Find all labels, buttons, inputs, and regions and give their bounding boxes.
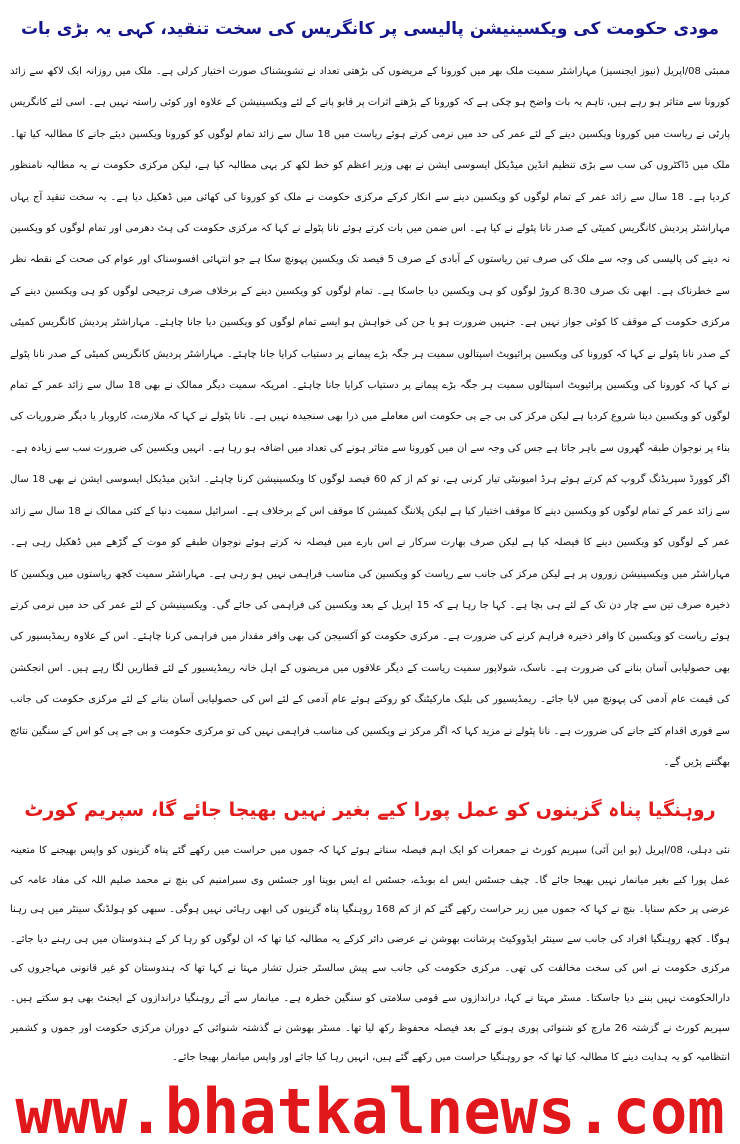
footer-website-url: www.bhatkalnews.com (15, 1082, 725, 1142)
article-congress-vaccination: ممبئی 08/اپریل (نیوز ایجنسیز) مہاراشٹر سمیت ملک بھر میں کورونا کے مریضوں کی بڑھتی تعداد نے تشویشناک صورت اختیار کرلی ہے۔ ملک میں روزانہ ایک لاکھ سے زائد کورونا سے متاثر ہو رہے ہیں، تاہم یہ بات واضح ہو چکی ہے کہ کورونا کے بڑھتے اثرات پر قابو پانے کے لئے ویکسینیشن کے علاوہ اور کوئی راستہ نہیں ہے۔ اسی لئے کانگریس پارٹی نے ریاست میں کورونا ویکسین دینے کے لئے عمر کی حد میں نرمی کرتے ہوئے ریاست میں 18 سال سے زائد تمام لوگوں کو کورونا ویکسین دیئے جانے کا مطالبہ کیا تھا۔ ملک میں ڈاکٹروں کی سب سے بڑی تنظیم انڈین میڈیکل ایسوسی ایشن نے بھی وزیر اعظم کو خط لکھ کر یہی مطالبہ کیا ہے، لیکن مرکزی حکومت نے یہ مطالبہ نامنظور کردیا ہے۔ 18 سال سے زائد عمر کے تمام لوگوں کو ویکسین دینے سے انکار کرکے مرکزی حکومت نے ملک کو کورونا کی کھائی میں ڈھکیل دیا ہے۔ یہ سخت تنقید آج یہاں مہاراشٹر پردیش کانگریس کمیٹی کے صدر نانا پٹولے نے کیا ہے۔ اس ضمن میں بات کرتے ہوئے نانا پٹولے نے کہا کہ مرکزی حکومت کی ہٹ دھرمی اور تمام لوگوں کو ویکسین نہ دینے کی پالیسی کی وجہ سے ملک کی صرف تین ریاستوں کے آبادی کے صرف 5 فیصد تک ویکسین پہونچ سکا ہے جو انتہائی افسوسناک اور عوام کی صحت کے نقطہ نظر سے خطرناک ہے۔ ابھی تک صرف 8.30 کروڑ لوگوں کو ہی ویکسین دیا جاسکا ہے۔ تمام لوگوں کو ویکسین دینے کے برخلاف صرف ترجیحی لوگوں کو ہی ویکسین دینے کے مرکزی حکومت کے موقف کا کوئی جواز نہیں ہے۔ جنہیں ضرورت ہو یا جن کی خواہش ہو ایسے تمام لوگوں کو ویکسین دیا جانا چاہئے۔ مہاراشٹر پردیش کانگریس کمیٹی کے صدر نانا پٹولے نے کہا کہ کورونا کی ویکسین پرائیویٹ اسپتالوں سمیت ہر جگہ بڑے پیمانے پر دستیاب کرایا جانا چاہئے۔ مہاراشٹر پردیش کانگریس کمیٹی کے صدر نانا پٹولے نے کہا کہ کورونا کی ویکسین پرائیویٹ اسپتالوں سمیت ہر جگہ بڑے پیمانے پر دستیاب کرایا جانا چاہئے۔ امریکہ سمیت دیگر ممالک نے بھی 18 سال سے زائد عمر کے تمام لوگوں کو ویکسین دینا شروع کردیا ہے لیکن مرکز کی بی جے پی حکومت اس معاملے میں ذرا بھی سنجیدہ نہیں ہے۔ نانا پٹولے نے کہا کہ ملازمت، کاروبار یا دیگر ضروریات کی بناء پر نوجوان طبقہ گھروں سے باہر جاتا ہے جس کی وجہ سے ان میں کورونا سے متاثر ہونے کی تعداد میں اضافہ ہو رہا ہے۔ انہیں ویکسین کی ضرورت سب سے زیادہ ہے۔ اگر کوورڈ سپریڈنگ گروپ کم کرتے ہوئے ہرڈ امیونیٹی تیار کرنی ہے، تو کم از کم 60 فیصد لوگوں کا ویکسینیشن کرنا چاہئے۔ انڈین میڈیکل ایسوسی ایشن نے بھی 18 سال سے زائد عمر کے تمام لوگوں کو ویکسین دینے کا موقف اختیار کیا ہے لیکن پلاننگ کمیشن کا موقف اس کے برخلاف ہے۔ اسرائیل سمیت دنیا کے کئی ممالک نے 18 سال سے زائد عمر کے لوگوں کو ویکسین دینے کا فیصلہ کیا ہے لیکن صرف بھارت سرکار نے اس بارے میں فیصلہ نہ کرتے ہوئے نوجوان طبقے کو موت کے گڑھے میں ڈھکیل رہی ہے۔ مہاراشٹر میں ویکسینیشن زوروں پر ہے لیکن مرکز کی جانب سے ریاست کو ویکسین کی مناسب فراہمی نہیں ہو رہی ہے۔ مہاراشٹر سمیت کچھ ریاستوں میں ویکسین کا ذخیرہ صرف تین سے چار دن تک کے لئے ہی بچا ہے۔ کہا جا رہا ہے کہ 15 اپریل کے بعد ویکسین کی فراہمی کی جائے گی۔ ویکسینیشن کے لئے عمر کی حد میں نرمی کرتے ہوئے ریاست کو ویکسین کا وافر ذخیرہ فراہم کرنے کی ضرورت ہے۔ مرکزی حکومت کو آکسیجن کی بھی وافر مقدار میں فراہمی کرنا چاہئے۔ اس کے علاوہ ریمڈیسیور کی بھی حصولیابی آسان بنانے کی ضرورت ہے۔ ناسک، شولاپور سمیت ریاست کے دیگر علاقوں میں مریضوں کے اہل خانہ ریمڈیسیور کے لئے قطاریں لگا رہے ہیں۔ اس انجکشن کی قیمت عام آدمی کی پہونچ میں لایا جائے۔ ریمڈیسیور کی بلیک مارکیٹنگ کو روکتے ہوئے عام آدمی کے لئے اس کی حصولیابی آسان بنانے کے لئے مرکزی حکومت کی جانب سے فوری اقدام کئے جانے کی ضرورت ہے۔ نانا پٹولے نے مزید کہا کہ اگر مرکز نے ویکسین کی مناسب فراہمی نہیں کی تو مرکزی حکومت و بی جے پی کو اس کے سنگین نتائج بھگتنے پڑیں گے۔ (10, 66, 730, 768)
headline-congress-vaccination: مودی حکومت کی ویکسینیشن پالیسی پر کانگریس کی سخت تنقید، کہی یہ بڑی بات (20, 19, 720, 39)
article-rohingya-supreme-court: نئی دہلی، 08/اپریل (یو این آئی) سپریم کورٹ نے جمعرات کو ایک اہم فیصلہ سناتے ہوئے کہا کہ جموں میں حراست میں رکھے گئے پناہ گزینوں کو واپس بھیجنے کا متعینہ عمل پورا کیے بغیر میانمار نہیں بھیجا جائے گا۔ چیف جسٹس ایس اے بوبڈے، جسٹس اے ایس بوپنا اور جسٹس وی سبرامنیم کی بنچ نے محمد صلیم اللہ کی مفاد عامہ کی عرضی پر حکم سنایا۔ بنچ نے کہا کہ جموں میں زیر حراست رکھے گئے کم از کم 168 روہنگیا پناہ گزینوں کی ابھی رہائی نہیں ہوگی۔ سبھی کو ہولڈنگ سینٹر میں ہی رہنا ہوگا۔ کچھ روہنگیا افراد کی جانب سے سینئر ایڈووکیٹ پرشانت بھوشن نے عرضی دائر کرکے یہ مطالبہ کیا تھا کہ ان لوگوں کو رہا کر کے ہندوستان میں ہی رہنے دیا جائے۔ مرکزی حکومت نے اس کی سخت مخالفت کی تھی۔ مرکزی حکومت کی جانب سے پیش سالسٹر جنرل تشار مہتا نے کہا تھا کہ ہندوستان کو غیر قانونی مہاجروں کی دارالحکومت نہیں بننے دیا جاسکتا۔ مسٹر مہتا نے کہا، دراندازوں سے قومی سلامتی کو سنگین خطرہ ہے۔ میانمار سے آئے روہنگیا دراندازوں کے ایجنٹ بھی ہو سکتے ہیں۔ سپریم کورٹ نے گزشتہ 26 مارچ کو شنوائی پوری ہونے کے بعد فیصلہ محفوظ رکھ لیا تھا۔ مسٹر بھوشن نے گذشتہ شنوائی کے دوران مرکزی حکومت اور جموں و کشمیر انتظامیہ کو یہ ہدایت دینے کا مطالبہ کیا تھا کہ جو روہنگیا حراست میں رکھے گئے ہیں، انہیں رہا کیا جائے اور واپس میانمار بھیجا جائے۔ (10, 845, 730, 1064)
headline-rohingya-supreme-court: روہنگیا پناہ گزینوں کو عمل پورا کیے بغیر نہیں بھیجا جائے گا، سپریم کورٹ (24, 799, 716, 821)
